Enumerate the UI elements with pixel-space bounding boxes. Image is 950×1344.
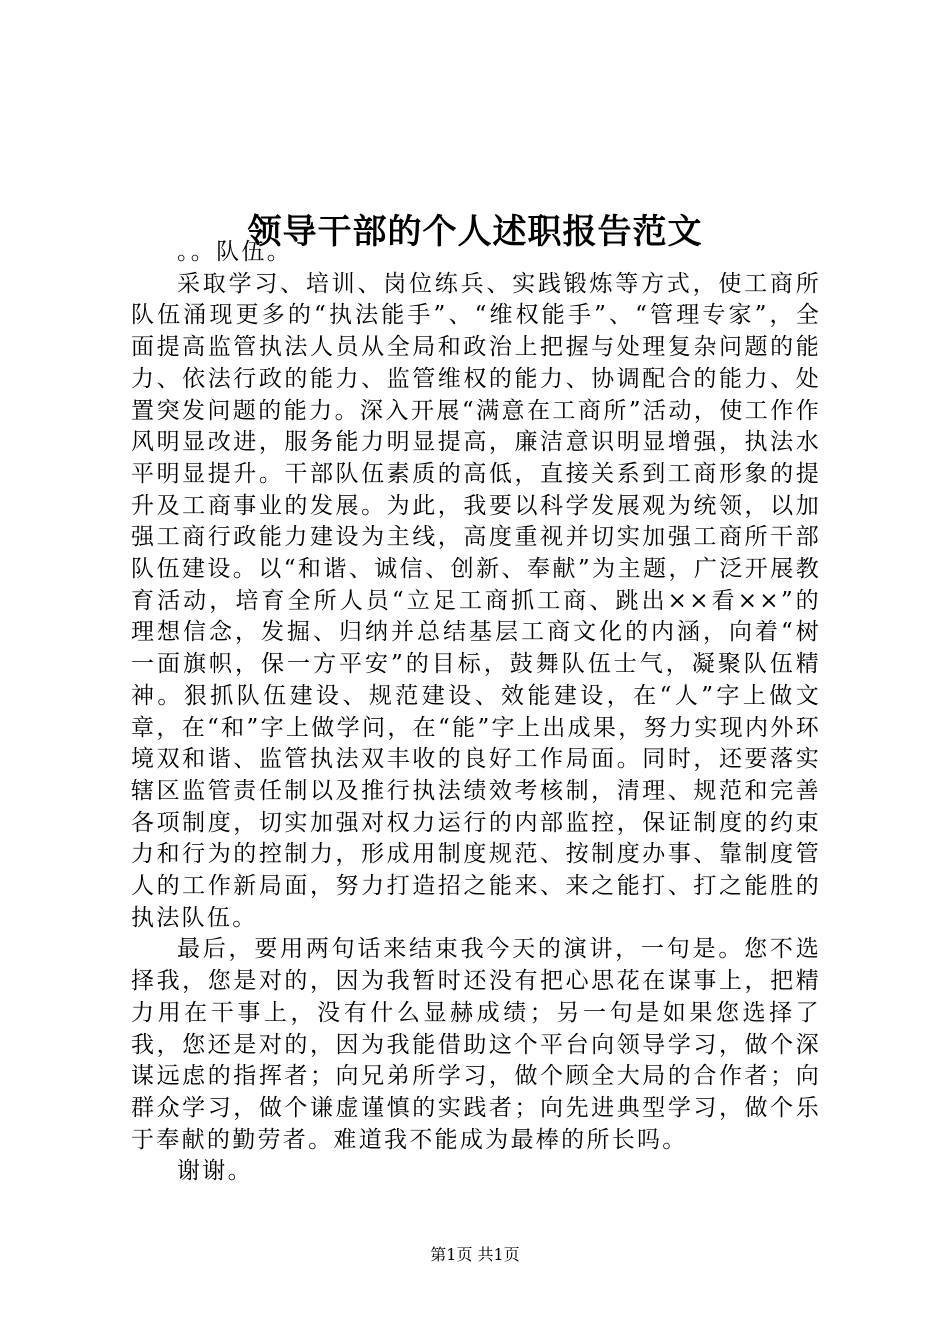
paragraph-4: 谢谢。	[177, 1158, 253, 1185]
page-footer: 第1页 共1页	[430, 1245, 520, 1264]
paragraph-2: 采取学习、培训、岗位练兵、实践锻炼等方式，使工商所队伍涌现更多的“执法能手”、“维权能手”、“管理专家”，全面提高监管执法人员从全局和政治上把握与处理复杂问题的能力、依法行政的能力、监管维权的能力、协调配合的能力、处置突发问题的能力。深入开展“满意在工商所”活动，使工作作风明显改进，服务能力明显提高，廉洁意识明显增强，执法水平明显提升。干部队伍素质的高低，直接关系到工商形象的提升及工商事业的发展。为此，我要以科学发展观为统领，以加强工商行政能力建设为主线，高度重视并切实加强工商所干部队伍建设。以“和谐、诚信、创新、奉献”为主题，广泛开展教育活动，培育全所人员“立足工商抓工商、跳出××看××”的理想信念，发掘、归纳并总结基层工商文化的内涵，向着“树一面旗帜，保一方平安”的目标，鼓舞队伍士气，凝聚队伍精神。狠抓队伍建设、规范建设、效能建设，在“人”字上做文章，在“和”字上做学问，在“能”字上出成果，努力实现内外环境双和谐、监管执法双丰收的良好工作局面。同时，还要落实辖区监管责任制以及推行执法绩效考核制，清理、规范和完善各项制度，切实加强对权力运行的内部监控，保证制度的约束力和行为的控制力，形成用制度规范、按制度办事、靠制度管人的工作新局面，努力打造招之能来、来之能打、打之能胜的执法队伍。	[131, 270, 821, 931]
document-body	[131, 237, 821, 1188]
paragraph-1: 。。队伍。	[177, 239, 292, 265]
document-title: 领导干部的个人述职报告范文	[247, 211, 703, 252]
paragraph-3: 最后，要用两句话来结束我今天的演讲，一句是。您不选择我，您是对的，因为我暂时还没有把心思花在谋事上，把精力用在干事上，没有什么显赫成绩；另一句是如果您选择了我，您还是对的，因为我能借助这个平台向领导学习，做个深谋远虑的指挥者；向兄弟所学习，做个顾全大局的合作者；向群众学习，做个谦虚谨慎的实践者；向先进典型学习，做个乐于奉献的勤劳者。难道我不能成为最棒的所长吗。	[131, 936, 821, 1153]
